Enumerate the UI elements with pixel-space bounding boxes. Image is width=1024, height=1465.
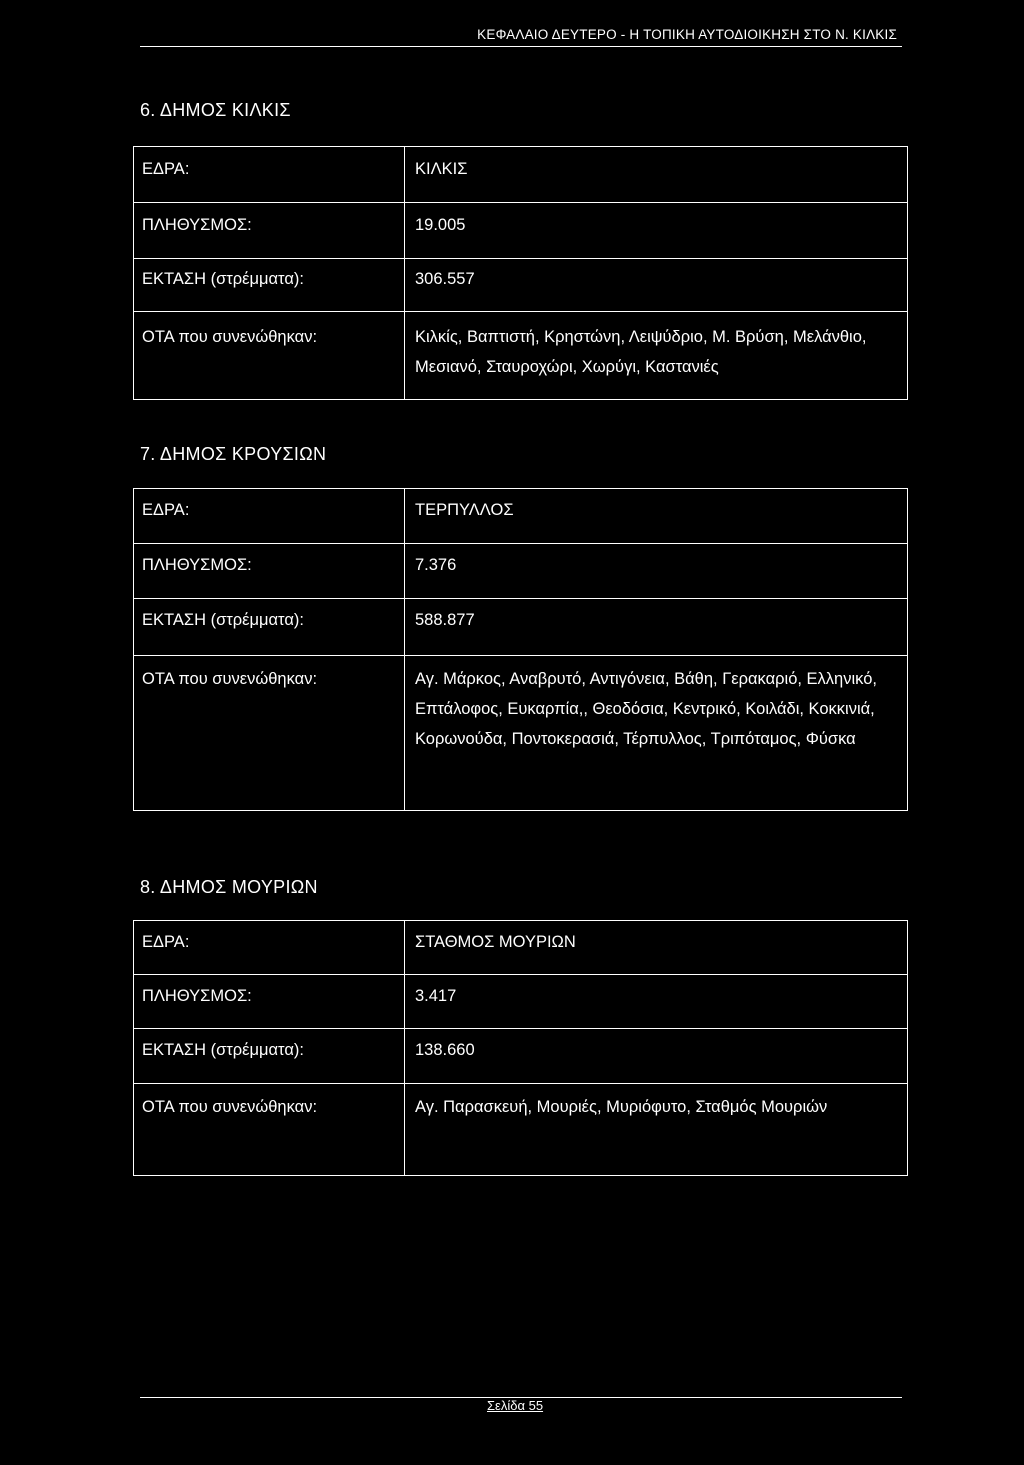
area-value: 138.660 [405,1029,908,1084]
section-title-kilkis: 6. ΔΗΜΟΣ ΚΙΛΚΙΣ [140,100,291,120]
table-row [134,544,908,599]
merged-ota-label: ΟΤΑ που συνενώθηκαν: [134,1084,405,1176]
merged-ota-label: ΟΤΑ που συνενώθηκαν: [134,656,405,811]
merged-ota-value: Αγ. Παρασκευή, Μουριές, Μυριόφυτο, Σταθμός Μουριών [405,1084,908,1176]
area-label: ΕΚΤΑΣΗ (στρέμματα): [134,1029,405,1084]
population-label: ΠΛΗΘΥΣΜΟΣ: [134,544,405,599]
seat-value: ΣΤΑΘΜΟΣ ΜΟΥΡΙΩΝ [405,921,908,975]
table-row [134,259,908,312]
area-label: ΕΚΤΑΣΗ (στρέμματα): [134,259,405,312]
table-row [134,147,908,203]
table-row [134,1084,908,1176]
seat-value: ΚΙΛΚΙΣ [405,147,908,203]
merged-ota-label: ΟΤΑ που συνενώθηκαν: [134,312,405,400]
table-row [134,656,908,811]
merged-ota-value: Κιλκίς, Βαπτιστή, Κρηστώνη, Λειψύδριο, Μ. Βρύση, Μελάνθιο, Μεσιανό, Σταυροχώρι, Χωρύγι, Καστανιές [405,312,908,400]
seat-label: ΕΔΡΑ: [134,921,405,975]
info-table-krousion [133,488,908,811]
seat-label: ΕΔΡΑ: [134,489,405,544]
table-row [134,203,908,259]
section-title-mourion: 8. ΔΗΜΟΣ ΜΟΥΡΙΩΝ [140,877,318,897]
population-value: 3.417 [405,975,908,1029]
table-row [134,312,908,400]
info-table-mourion [133,920,908,1176]
table-row [134,1029,908,1084]
table-row [134,975,908,1029]
table-row [134,921,908,975]
merged-ota-value: Αγ. Μάρκος, Αναβρυτό, Αντιγόνεια, Βάθη, Γερακαριό, Ελληνικό, Επτάλοφος, Ευκαρπία,, Θεοδόσια, Κεντρικό, Κοιλάδι, Κοκκινιά, Κορωνούδα, Ποντοκερασιά, Τέρπυλλος, Τριπόταμος, Φύσκα [405,656,908,811]
running-header: ΚΕΦΑΛΑΙΟ ΔΕΥΤΕΡΟ - Η ΤΟΠΙΚΗ ΑΥΤΟΔΙΟΙΚΗΣΗ ΣΤΟ Ν. ΚΙΛΚΙΣ [477,27,897,42]
seat-label: ΕΔΡΑ: [134,147,405,203]
area-value: 588.877 [405,599,908,656]
population-value: 19.005 [405,203,908,259]
header-rule [140,46,902,47]
population-label: ΠΛΗΘΥΣΜΟΣ: [134,203,405,259]
page-number: Σελίδα 55 [487,1398,544,1413]
info-table-kilkis [133,146,908,400]
population-value: 7.376 [405,544,908,599]
section-title-krousion: 7. ΔΗΜΟΣ ΚΡΟΥΣΙΩΝ [140,444,327,464]
population-label: ΠΛΗΘΥΣΜΟΣ: [134,975,405,1029]
table-row [134,489,908,544]
area-value: 306.557 [405,259,908,312]
table-row [134,599,908,656]
area-label: ΕΚΤΑΣΗ (στρέμματα): [134,599,405,656]
seat-value: ΤΕΡΠΥΛΛΟΣ [405,489,908,544]
